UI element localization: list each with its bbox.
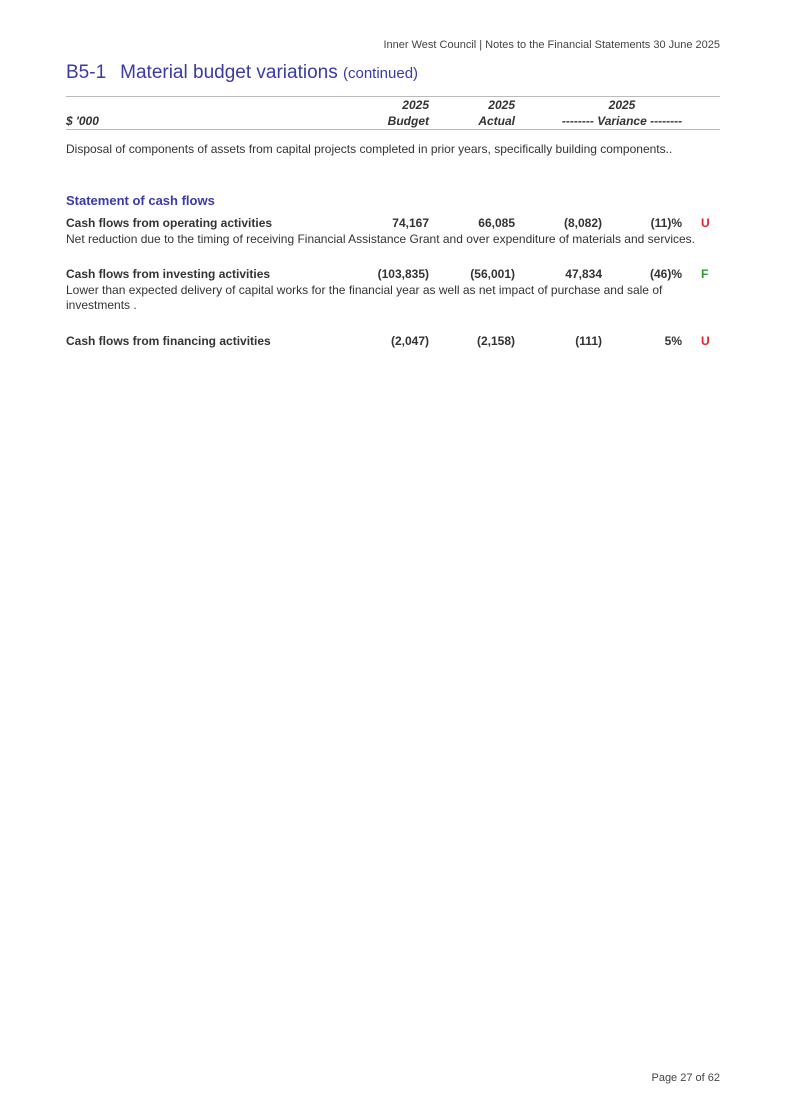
variance-percent: 5% [664,334,682,348]
variance-year: 2025 [608,98,636,112]
budget-year: 2025 [402,98,429,112]
page-title [66,62,418,84]
title-suffix: (continued) [343,65,419,82]
variance-header: -------- Variance -------- [561,114,683,128]
actual-value: 66,085 [478,216,515,230]
variance-value: (8,082) [563,216,602,230]
variance-flag: F [701,267,709,281]
variance-value: 47,834 [565,267,602,281]
section-number: B5-1 [66,62,107,83]
actual-year: 2025 [488,98,515,112]
intro-note: Disposal of components of assets from capital projects completed in prior years, specifically building components.. [66,142,673,156]
section-subheading: Statement of cash flows [66,193,215,208]
table-top-rule [66,96,720,97]
row-label: Cash flows from investing activities [66,267,271,281]
row-note: Net reduction due to the timing of receiving Financial Assistance Grant and over expenditure of materials and services. [66,232,695,246]
running-header: Inner West Council | Notes to the Financial Statements 30 June 2025 [383,39,720,51]
title-text: Material budget variations [120,62,338,83]
unit-label: $ '000 [66,114,99,128]
variance-value: (111) [575,334,602,348]
budget-value: 74,167 [392,216,429,230]
actual-value: (56,001) [470,267,515,281]
row-note: Lower than expected delivery of capital works for the financial year as well as net impact of purchase and sale of investments . [66,283,663,312]
budget-value: (2,047) [390,334,429,348]
variance-percent: (46)% [649,267,682,281]
budget-value: (103,835) [377,267,429,281]
row-label: Cash flows from operating activities [66,216,273,230]
variance-flag: U [701,334,710,348]
variance-flag: U [701,216,710,230]
row-label: Cash flows from financing activities [66,334,271,348]
actual-value: (2,158) [476,334,515,348]
actual-header: Actual [478,114,515,128]
page-number: Page 27 of 62 [651,1072,720,1084]
budget-header: Budget [387,114,429,128]
table-header-rule [66,129,720,130]
variance-percent: (11)% [650,216,682,230]
